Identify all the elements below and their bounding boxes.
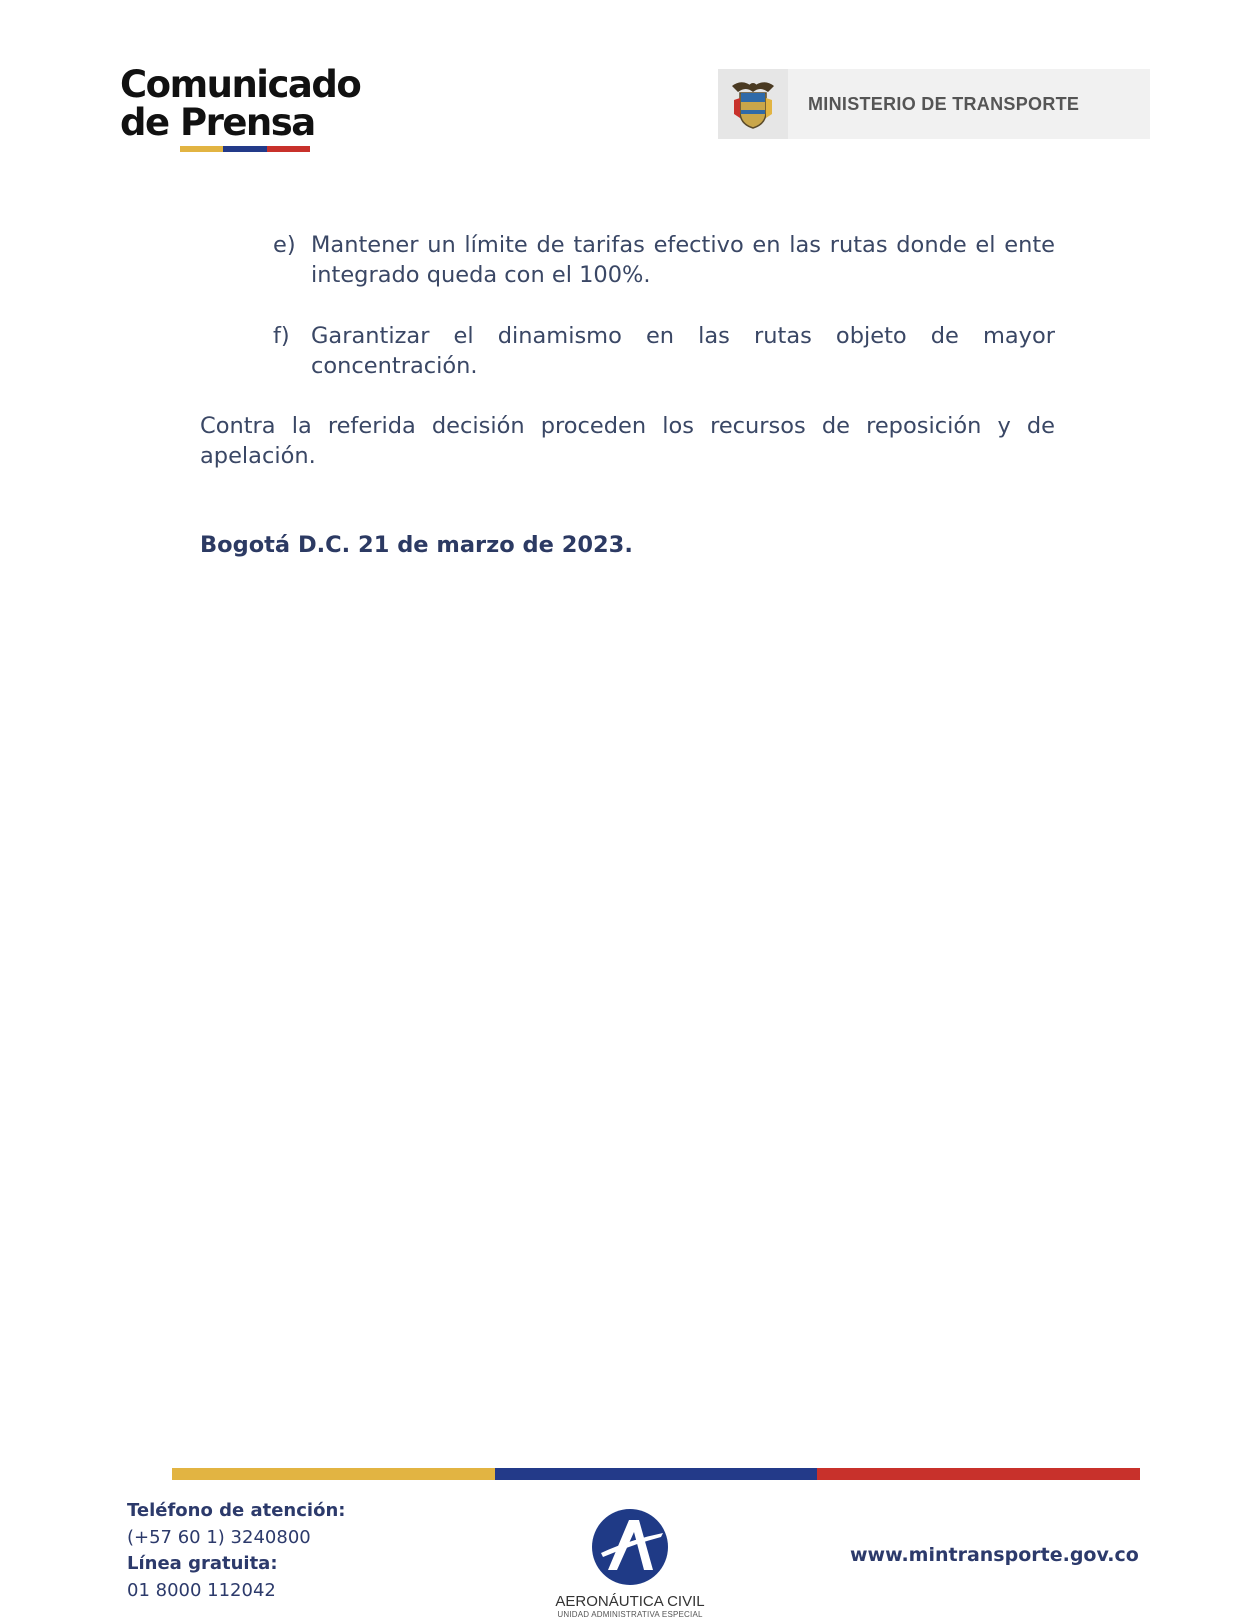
toll-free-number: 01 8000 112042 xyxy=(127,1579,276,1601)
seal-container xyxy=(718,69,788,139)
ministry-name: MINISTERIO DE TRANSPORTE xyxy=(808,93,1080,114)
footer-bar-blue xyxy=(495,1468,818,1480)
phone-label: Teléfono de atención: xyxy=(127,1500,346,1521)
list-item-text: Mantener un límite de tarifas efectivo en las rutas donde el ente integrado queda con el 100%. xyxy=(311,232,1055,288)
underline-red xyxy=(267,146,310,152)
body-paragraph: Contra la referida decisión proceden los recursos de reposición y de apelación. xyxy=(200,413,1055,469)
brand-tricolor-underline xyxy=(180,146,310,152)
toll-free-label: Línea gratuita: xyxy=(127,1553,278,1574)
list-item-text: Garantizar el dinamismo en las rutas objeto de mayor concentración. xyxy=(311,323,1055,379)
website-link[interactable]: www.mintransporte.gov.co xyxy=(850,1544,1139,1566)
aerocivil-subtitle: UNIDAD ADMINISTRATIVA ESPECIAL xyxy=(557,1610,703,1619)
dateline: Bogotá D.C. 21 de marzo de 2023. xyxy=(200,532,633,558)
list-marker: e) xyxy=(273,232,296,258)
aerocivil-logo xyxy=(548,1508,712,1619)
footer-bar-yellow xyxy=(172,1468,495,1480)
ministry-header xyxy=(718,69,1150,139)
brand-line-2: de Prensa xyxy=(120,101,315,144)
list-marker: f) xyxy=(273,323,290,349)
brand-title xyxy=(120,63,361,144)
phone-number: (+57 60 1) 3240800 xyxy=(127,1526,311,1548)
aerocivil-name: AERONÁUTICA CIVIL xyxy=(555,1593,705,1610)
underline-yellow xyxy=(180,146,223,152)
brand-line-1: Comunicado xyxy=(120,63,361,106)
list-item xyxy=(273,230,1055,290)
list-item xyxy=(273,321,1055,381)
aeronautica-civil-logo-icon xyxy=(591,1508,669,1586)
footer-tricolor-bar xyxy=(172,1468,1140,1480)
underline-blue xyxy=(223,146,266,152)
colombia-coat-of-arms-icon xyxy=(730,78,776,130)
footer-bar-red xyxy=(817,1468,1140,1480)
footer-contact xyxy=(127,1498,345,1604)
